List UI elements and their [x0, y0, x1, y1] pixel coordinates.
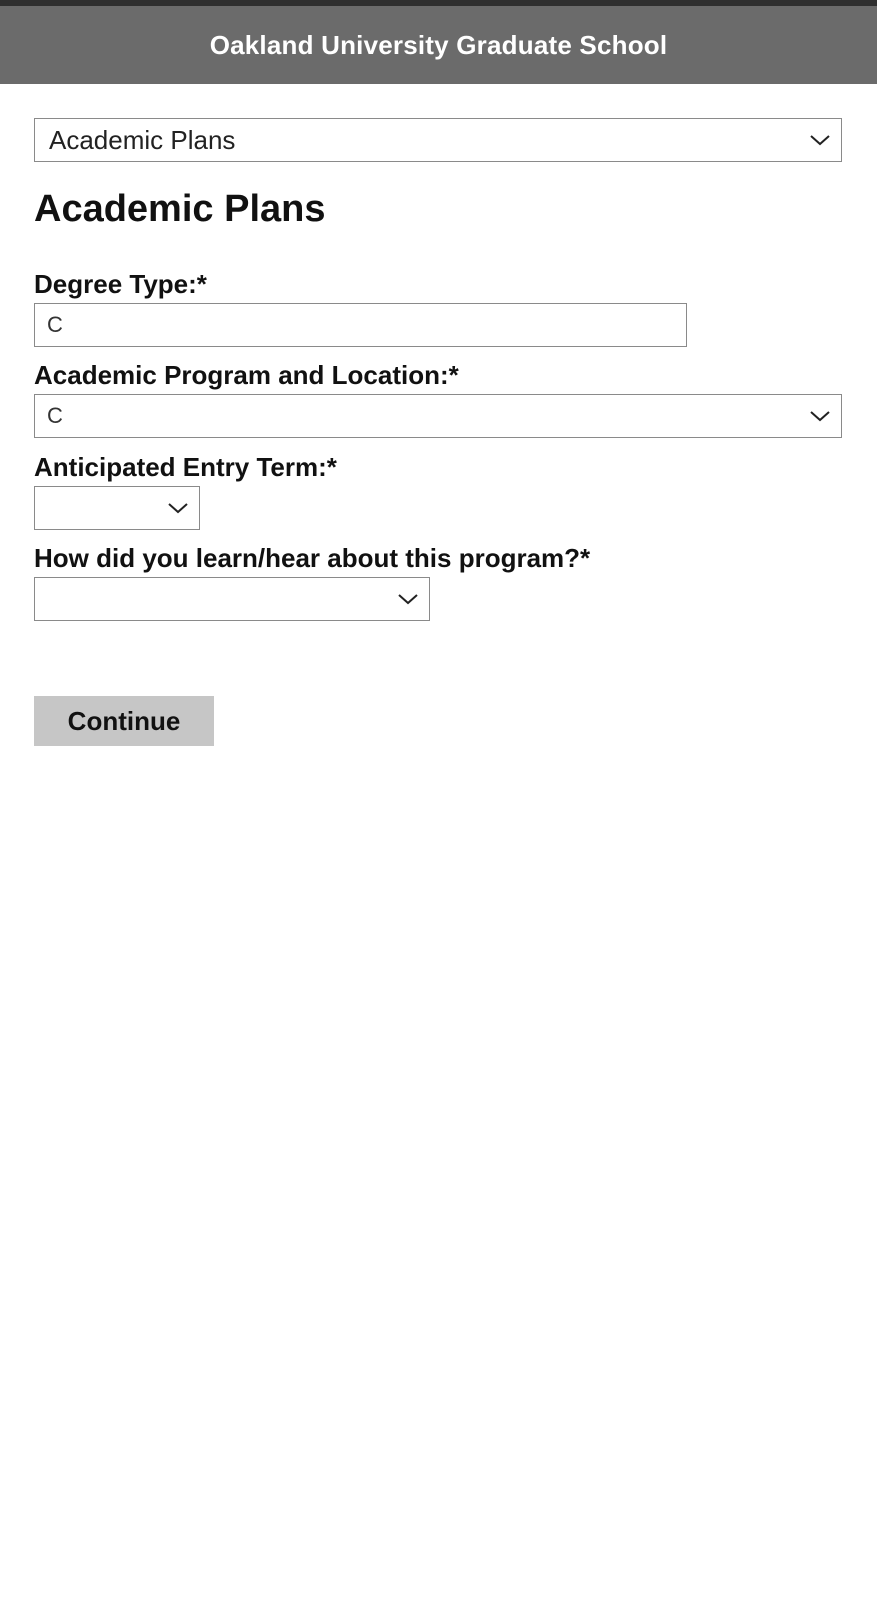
program-location-value: C — [47, 403, 63, 428]
continue-button[interactable]: Continue — [34, 696, 214, 746]
section-select-value: Academic Plans — [49, 124, 236, 155]
chevron-down-icon — [167, 501, 189, 515]
referral-source-label: How did you learn/hear about this program?* — [34, 543, 591, 573]
app-header — [0, 6, 877, 84]
section-select[interactable] — [34, 118, 842, 162]
program-location-select[interactable] — [34, 394, 842, 438]
degree-type-label: Degree Type:* — [34, 269, 207, 299]
chevron-down-icon — [809, 133, 831, 147]
degree-type-value: C — [47, 312, 63, 337]
degree-type-select[interactable] — [34, 303, 687, 347]
page-title: Academic Plans — [34, 188, 326, 230]
chevron-down-icon — [397, 592, 419, 606]
program-location-label: Academic Program and Location:* — [34, 360, 459, 390]
chevron-down-icon — [809, 409, 831, 423]
entry-term-select[interactable] — [34, 486, 200, 530]
referral-source-select[interactable] — [34, 577, 430, 621]
header-title: Oakland University Graduate School — [209, 29, 668, 60]
entry-term-label: Anticipated Entry Term:* — [34, 452, 337, 482]
